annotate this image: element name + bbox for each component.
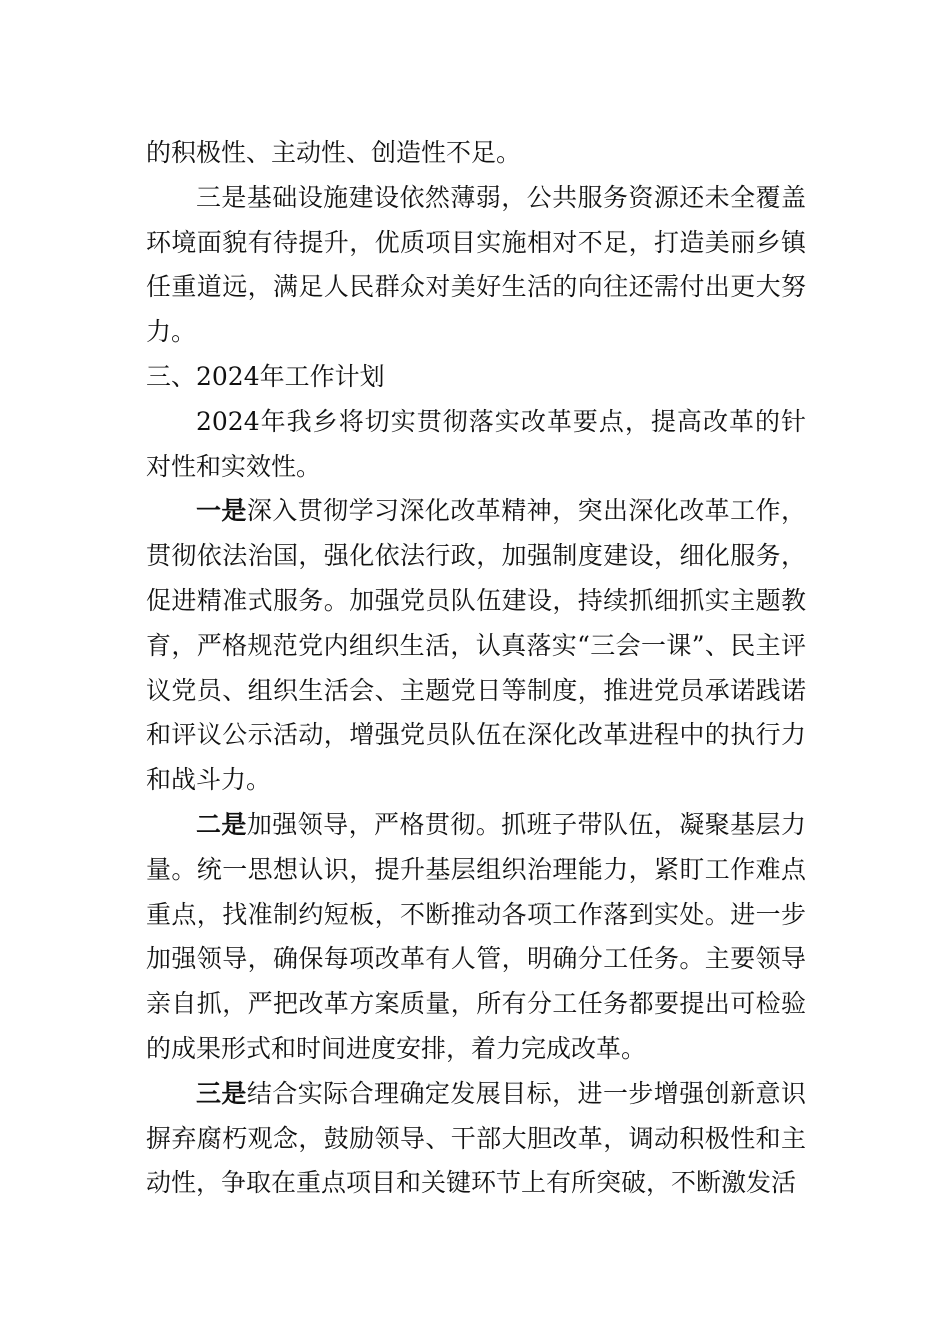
paragraph-text: 结合实际合理确定发展目标，进一步增强创新意识摒弃腐朽观念，鼓励领导、干部大胆改革，调动积极性和主动性，争取在重点项目和关键环节上有所突破，不断激发活 [146, 1078, 806, 1198]
paragraph-continuation [146, 131, 806, 176]
paragraph-text: 的积极性、主动性、创造性不足。 [146, 138, 522, 167]
paragraph-point-one [146, 489, 806, 803]
paragraph-text: 加强领导，严格贯彻。抓班子带队伍，凝聚基层力量。统一思想认识，提升基层组织治理能力，紧盯工作难点重点，找准制约短板，不断推动各项工作落到实处。进一步加强领导，确保每项改革有人管，明确分工任务。主要领导亲自抓，严把改革方案质量，所有分工任务都要提出可检验的成果形式和时间进度安排，着力完成改革。 [146, 809, 806, 1063]
paragraph-text: 2024年我乡将切实贯彻落实改革要点，提高改革的针对性和实效性。 [146, 406, 806, 481]
paragraph-point-three [146, 1072, 806, 1206]
paragraph-text: 三是基础设施建设依然薄弱，公共服务资源还未全覆盖环境面貌有待提升，优质项目实施相对不足，打造美丽乡镇任重道远，满足人民群众对美好生活的向往还需付出更大努力。 [146, 182, 806, 347]
paragraph-text: 深入贯彻学习深化改革精神，突出深化改革工作，贯彻依法治国，强化依法行政，加强制度建设，细化服务，促进精准式服务。加强党员队伍建设，持续抓细抓实主题教育，严格规范党内组织生活，认真落实“三会一课”、民主评议党员、组织生活会、主题党日等制度，推进党员承诺践诺和评议公示活动，增强党员队伍在深化改革进程中的执行力和战斗力。 [146, 496, 806, 795]
paragraph-lead: 二是 [196, 809, 247, 839]
paragraph-lead: 一是 [196, 496, 247, 526]
paragraph-intro [146, 400, 806, 490]
heading-text: 三、2024年工作计划 [146, 361, 385, 391]
document-body [146, 131, 806, 1206]
paragraph-infrastructure [146, 176, 806, 355]
paragraph-point-two [146, 803, 806, 1072]
paragraph-lead: 三是 [196, 1078, 247, 1108]
section-heading [146, 355, 806, 400]
